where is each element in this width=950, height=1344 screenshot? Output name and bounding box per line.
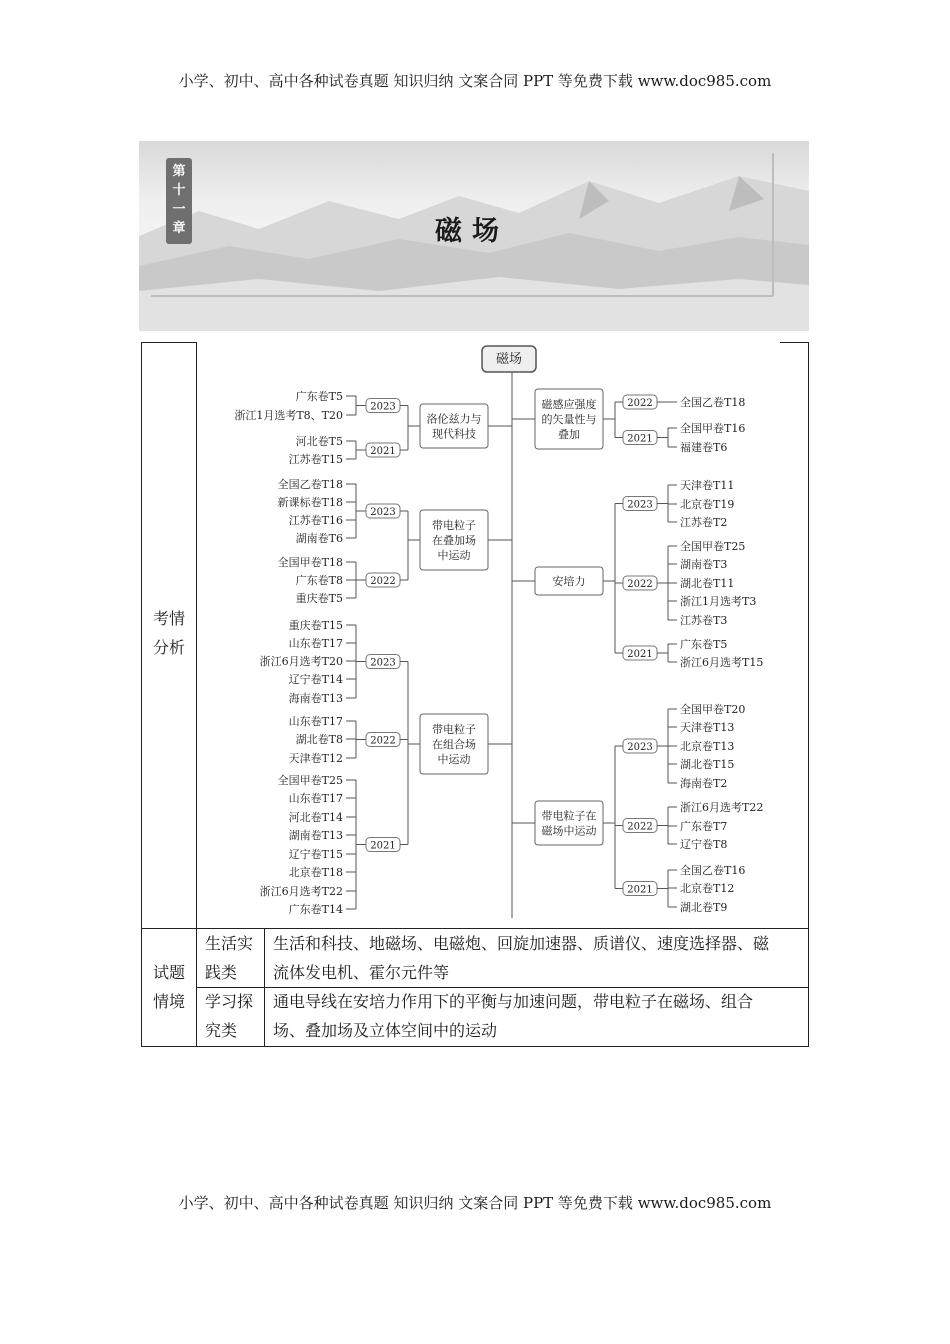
exam-item: 湖北卷T9: [680, 901, 728, 914]
topic-node-label: 中运动: [437, 549, 471, 562]
root-label: 磁场: [495, 352, 523, 367]
topic-node-box: [420, 404, 488, 448]
exam-item: 福建卷T6: [680, 441, 728, 454]
exam-item: 浙江6月选考T20: [259, 655, 343, 668]
exam-item: 重庆卷T5: [295, 592, 343, 605]
exam-item: 海南卷T2: [680, 777, 728, 790]
row-content: [273, 987, 753, 1045]
exam-item: 浙江6月选考T22: [680, 801, 764, 814]
exam-item: 重庆卷T15: [288, 619, 343, 632]
chapter-tab-char: 章: [172, 221, 186, 236]
analysis-label: [153, 604, 185, 662]
content-line: 场、叠加场及立体空间中的运动: [273, 1021, 498, 1040]
exam-item: 全国甲卷T25: [277, 774, 343, 787]
year-label: 2021: [370, 840, 396, 852]
topic-node-label: 叠加: [558, 428, 580, 441]
exam-item: 全国甲卷T25: [680, 540, 746, 553]
exam-item: 山东卷T17: [288, 637, 343, 650]
row-content: [273, 929, 769, 987]
topic-node-label: 洛伦兹力与: [426, 412, 482, 426]
label-line: 情境: [153, 992, 186, 1011]
exam-item: 全国甲卷T18: [277, 556, 343, 569]
year-label: 2022: [627, 579, 653, 590]
exam-item: 辽宁卷T14: [288, 673, 343, 686]
exam-item: 湖北卷T15: [680, 758, 735, 771]
exam-item: 江苏卷T2: [680, 516, 728, 529]
exam-item: 天津卷T12: [288, 752, 343, 765]
category-line: 生活实: [205, 934, 254, 953]
page-header: 小学、初中、高中各种试卷真题 知识归纳 文案合同 PPT 等免费下载 www.doc985.com: [178, 72, 772, 90]
exam-item: 新课标卷T18: [277, 496, 343, 509]
category-line: 学习探: [205, 992, 254, 1011]
exam-item: 北京卷T18: [288, 866, 343, 879]
exam-item: 广东卷T14: [288, 903, 343, 916]
year-label: 2022: [627, 398, 653, 409]
year-label: 2023: [627, 742, 653, 753]
chapter-tab-char: 十: [172, 183, 186, 198]
content-line: 通电导线在安培力作用下的平衡与加速问题，带电粒子在磁场、组合: [273, 992, 754, 1011]
exam-item: 江苏卷T15: [288, 453, 343, 466]
label-line: 试题: [153, 963, 186, 982]
exam-item: 浙江1月选考T8、T20: [234, 409, 343, 422]
exam-item: 北京卷T19: [680, 498, 735, 511]
topic-node-label: 现代科技: [432, 427, 476, 441]
label-line: 分析: [153, 638, 186, 657]
year-label: 2023: [627, 499, 653, 511]
exam-item: 全国乙卷T18: [277, 478, 343, 491]
exam-item: 全国乙卷T18: [680, 396, 746, 409]
row-category: [205, 987, 253, 1045]
category-line: 究类: [205, 1021, 238, 1040]
year-label: 2023: [370, 507, 396, 518]
exam-item: 广东卷T7: [680, 820, 728, 833]
year-label: 2022: [370, 735, 396, 747]
topic-node-label: 在叠加场: [432, 534, 476, 547]
chapter-tab-char: 一: [172, 202, 186, 217]
exam-item: 湖南卷T3: [680, 558, 728, 571]
exam-item: 河北卷T14: [288, 811, 343, 824]
topic-node-label: 在组合场: [432, 738, 476, 751]
exam-item: 广东卷T5: [295, 390, 343, 403]
exam-item: 天津卷T11: [680, 479, 735, 492]
exam-item: 全国乙卷T16: [680, 864, 746, 877]
year-label: 2023: [370, 657, 396, 669]
year-label: 2021: [627, 649, 653, 660]
situation-label: [153, 958, 185, 1016]
year-label: 2021: [627, 884, 653, 896]
exam-item: 海南卷T13: [288, 692, 343, 705]
topic-node-label: 磁感应强度: [541, 398, 597, 411]
page-footer: 小学、初中、高中各种试卷真题 知识归纳 文案合同 PPT 等免费下载 www.doc985.com: [178, 1194, 772, 1212]
row-category: [205, 929, 253, 987]
exam-item: 全国甲卷T20: [680, 703, 746, 716]
year-label: 2022: [627, 821, 653, 833]
topic-node-label: 中运动: [437, 753, 471, 766]
exam-item: 浙江6月选考T22: [259, 885, 343, 898]
mindmap: [197, 342, 797, 927]
label-line: 考情: [153, 609, 186, 628]
exam-item: 浙江6月选考T15: [680, 656, 764, 669]
chapter-tab-char: 第: [172, 164, 186, 179]
topic-node-label: 带电粒子: [432, 723, 476, 736]
category-line: 践类: [205, 963, 238, 982]
exam-item: 广东卷T8: [295, 574, 343, 587]
topic-node-box: [535, 801, 603, 845]
topic-node-label: 磁场中运动: [541, 824, 597, 838]
chapter-tab: [166, 158, 192, 244]
chapter-title: 磁场: [435, 216, 509, 247]
exam-item: 湖南卷T13: [288, 829, 343, 842]
exam-item: 辽宁卷T8: [680, 838, 728, 851]
content-line: 流体发电机、霍尔元件等: [273, 963, 450, 982]
exam-item: 辽宁卷T15: [288, 848, 343, 861]
exam-item: 北京卷T12: [680, 882, 735, 895]
topic-node-label: 安培力: [552, 575, 586, 588]
year-label: 2021: [627, 433, 653, 445]
exam-item: 湖北卷T11: [680, 577, 735, 590]
exam-item: 浙江1月选考T3: [680, 595, 757, 608]
year-label: 2022: [370, 576, 396, 587]
exam-item: 湖北卷T8: [295, 733, 343, 746]
chapter-banner: [139, 141, 809, 331]
exam-item: 天津卷T13: [680, 721, 735, 734]
exam-item: 广东卷T5: [680, 638, 728, 651]
topic-node-label: 带电粒子在: [541, 809, 597, 823]
exam-item: 江苏卷T3: [680, 614, 728, 627]
exam-item: 湖南卷T6: [295, 532, 343, 545]
exam-item: 河北卷T5: [295, 435, 343, 448]
topic-node-label: 带电粒子: [432, 519, 476, 532]
topic-node-label: 的矢量性与: [541, 413, 597, 426]
exam-item: 山东卷T17: [288, 792, 343, 805]
content-line: 生活和科技、地磁场、电磁炮、回旋加速器、质谱仪、速度选择器、磁: [273, 934, 770, 953]
exam-item: 江苏卷T16: [288, 514, 343, 527]
year-label: 2023: [370, 401, 396, 413]
exam-item: 北京卷T13: [680, 740, 735, 753]
year-label: 2021: [370, 446, 396, 457]
exam-item: 全国甲卷T16: [680, 422, 746, 435]
exam-item: 山东卷T17: [288, 715, 343, 728]
